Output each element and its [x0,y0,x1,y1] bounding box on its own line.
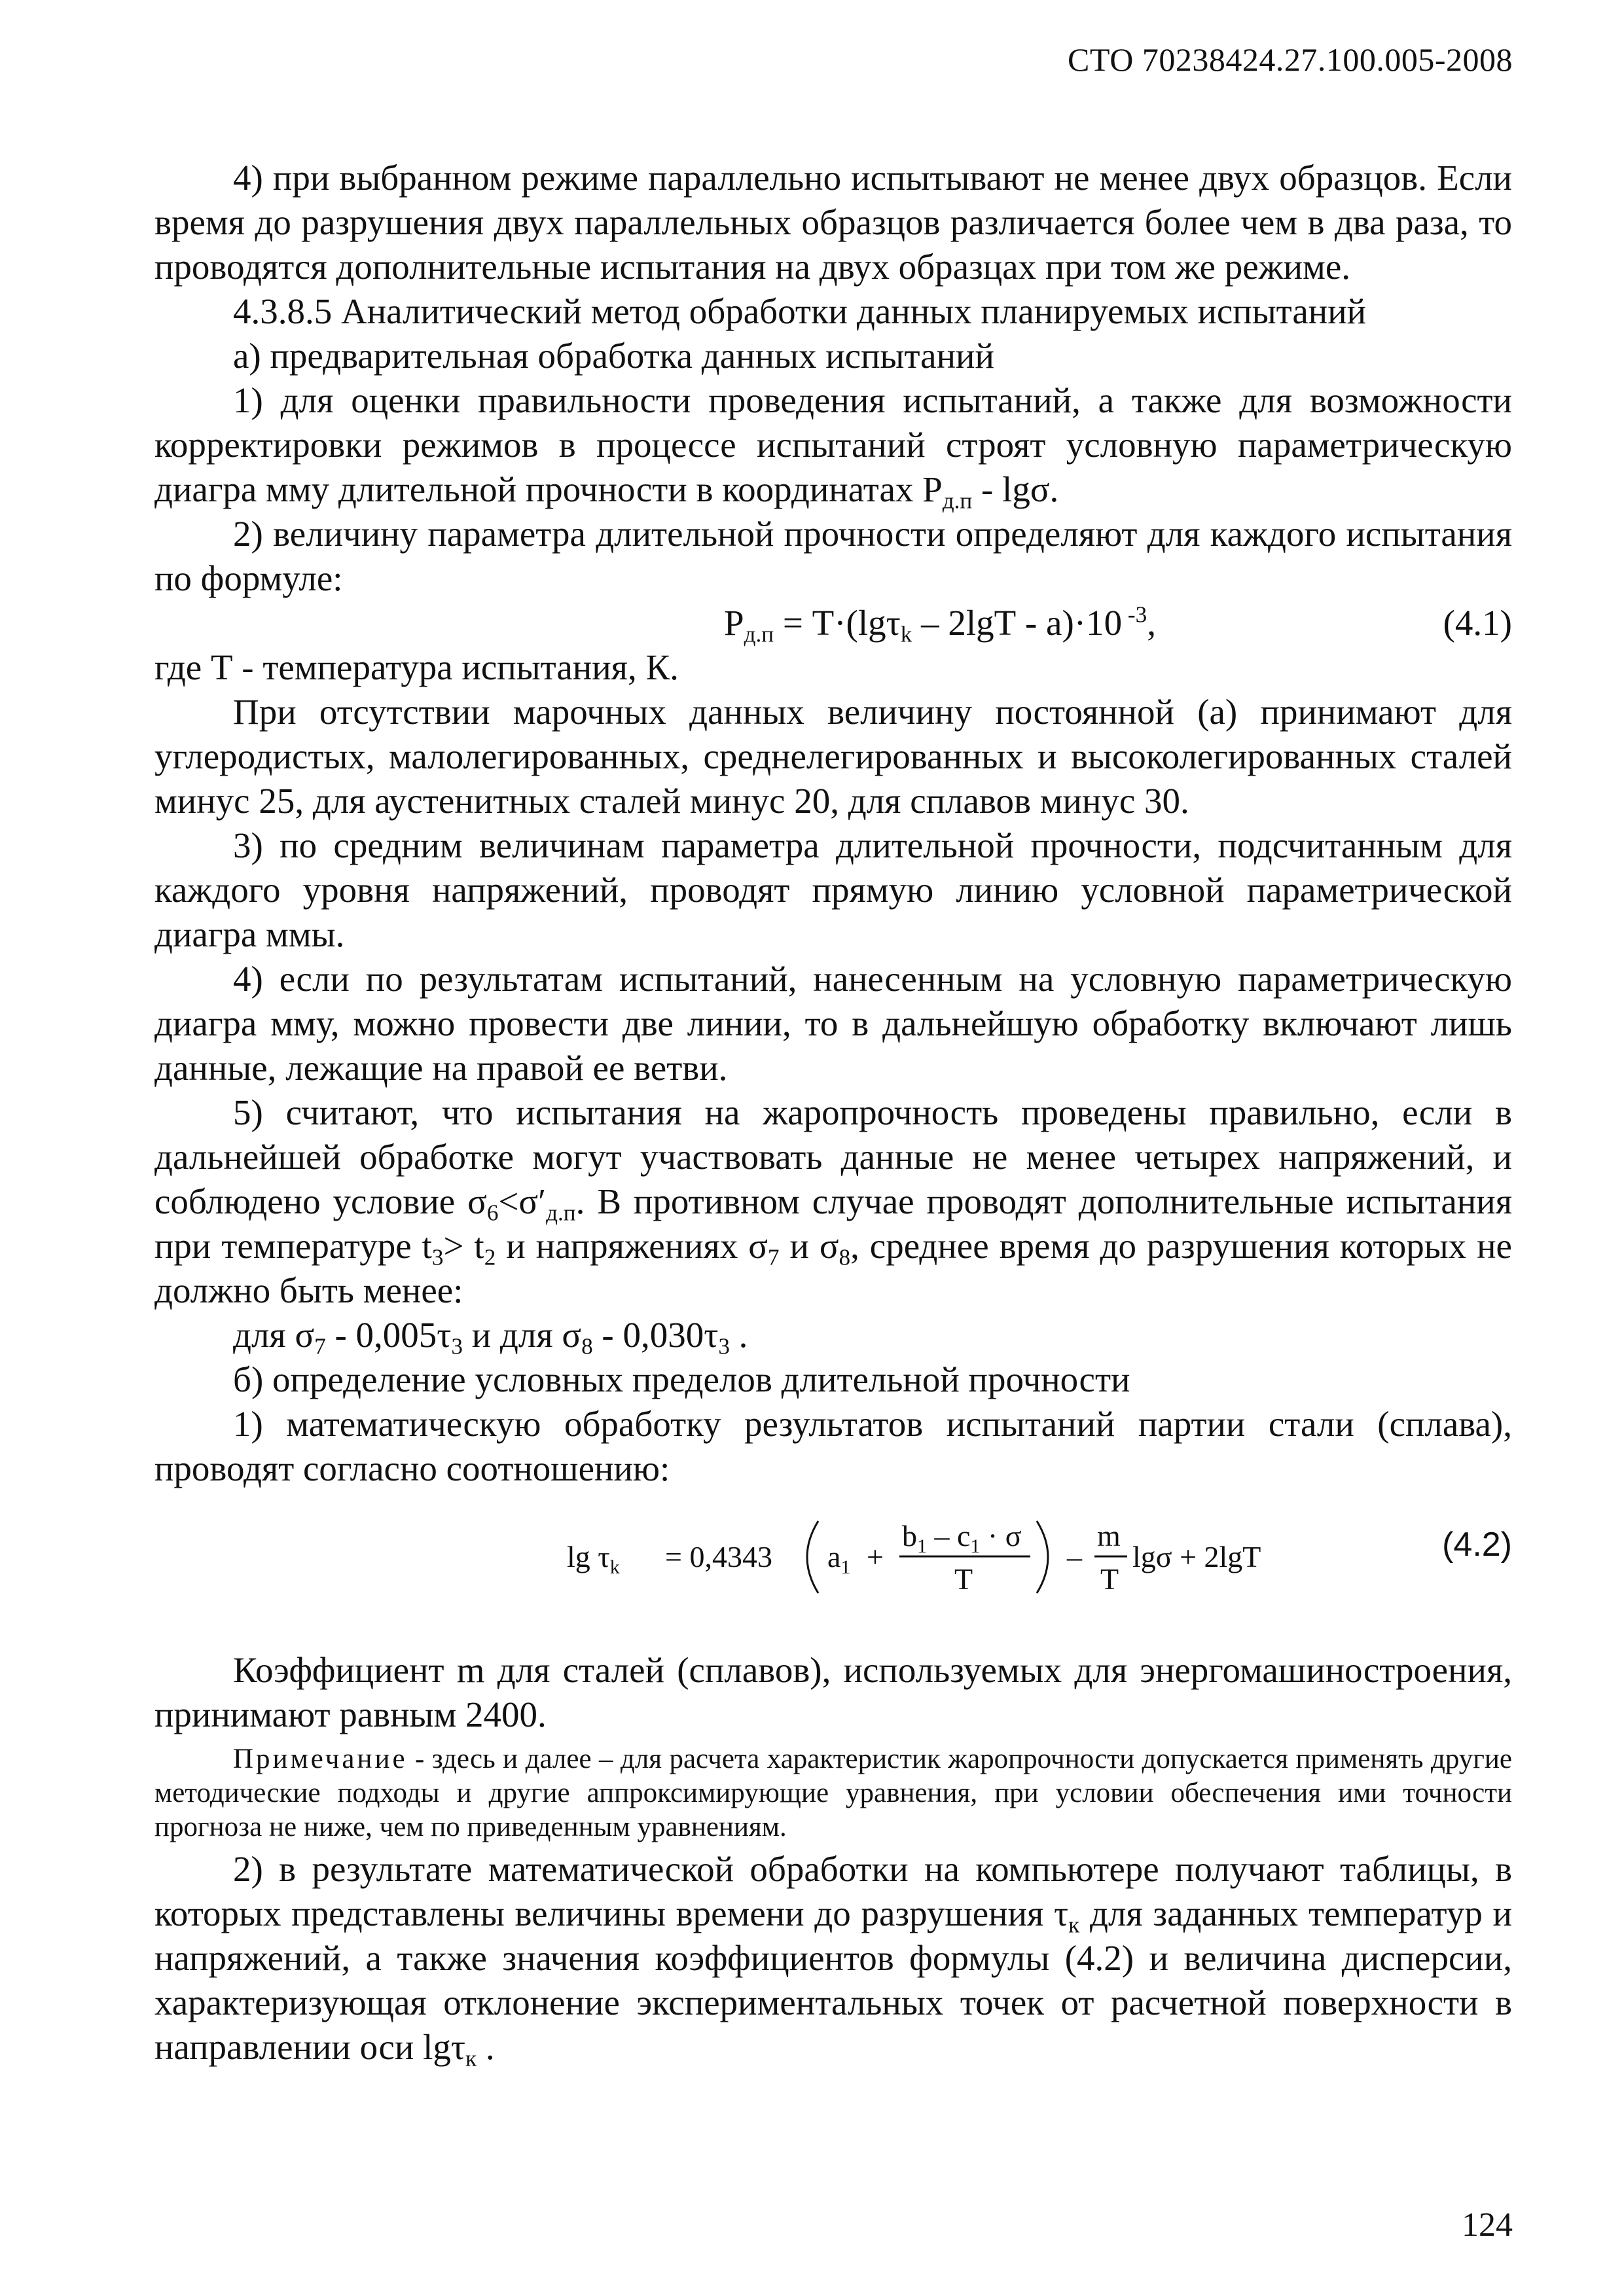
page-number: 124 [1462,2206,1513,2244]
svg-text:b1 – c1 · σ: $b_1 - c_1 \cdot \sigma$ [902,1519,1022,1557]
note: Примечание - здесь и далее – для расчета характеристик жаропрочности допускается применять другие методические подходы и другие аппроксимирующие уравнения, при условии обеспечения ими точности прогноза не ниже, чем по приведенным уравнениям. [154,1744,1512,1842]
paragraph: где Т - температура испытания, К. [154,647,679,687]
svg-text:T: T [954,1562,973,1596]
section-heading: 4.3.8.5 Аналитический метод обработки данных планируемых испытаний [233,291,1367,331]
paragraph: 2) в результате математической обработки на компьютере получают таблицы, в которых представлены величины времени до разрушения $\tau_к$ для заданных температур и напряжений, а также значения коэффициентов формулы (4.2) и величина дисперсии, характеризующая отклонение экспериментальных точек от расчетной поверхности в направлении оси lgτ$_к$ . [154,1849,1512,2072]
note-label: Примечание [233,1744,408,1774]
svg-text:a1: $a_1$ [827,1540,851,1578]
paragraph: 2) величину параметра длительной прочности определяют для каждого испытания по формуле: [154,514,1512,598]
paragraph: 4) если по результатам испытаний, нанесенным на условную параметрическую диагра мму, можно провести две линии, то в дальнейшую обработку включают лишь данные, лежащие на правой ее ветви. [154,959,1512,1088]
paragraph: 5) считают, что испытания на жаропрочность проведены правильно, если в дальнейшей обработке могут участвовать данные не менее четырех напряжений, и соблюдено условие $\sigma_6<\sigma'_{д.п}$. В противном случае проводят дополнительные испытания при температуре $t_3> t_2$ и напряжениях $\sigma_7$ и $\sigma_8$, среднее время до разрушения которых не должно быть менее: [154,1092,1512,1310]
paragraph: для $\sigma_7 - 0,005\tau_3$ и для $\sigma_8 - 0,030\tau_3$ . [233,1315,748,1359]
svg-text:lg τk: $\lg \tau_k$ [567,1540,620,1578]
paragraph: 1) математическую обработку результатов испытаний партии стали (сплава), проводят согласно соотношению: [154,1404,1512,1488]
equation-formula: $Р_{д.п} = Т\cdot(\lg\tau_k - 2\lg Т - а)\cdot 10$ $^{-3}$, [724,601,1156,647]
svg-text:lgσ + 2lgT: lgσ + 2lgT [1132,1540,1261,1573]
equation-4-2 [154,1508,1512,1606]
equation-number: (4.1) [1443,603,1512,643]
standard-code-header: СТО 70238424.27.100.005-2008 [1068,41,1513,78]
close-paren [1037,1521,1048,1593]
equation-number: (4.2) [1442,1526,1512,1564]
equation-formula [567,1508,1339,1606]
svg-text:T: T [1100,1562,1119,1596]
paragraph: 3) по средним величинам параметра длительной прочности, подсчитанным для каждого уровня напряжений, проводят прямую линию условной параметрической диагра ммы. [154,825,1512,954]
paragraph: Коэффициент m для сталей (сплавов), используемых для энергомашиностроения, принимают равным 2400. [154,1650,1512,1734]
subsection-heading: б) определение условных пределов длительной прочности [233,1359,1130,1399]
paragraph: При отсутствии марочных данных величину постоянной (а) принимают для углеродистых, малолегированных, среднелегированных и высоколегированных сталей минус 25, для аустенитных сталей минус 20, для сплавов минус 30. [154,692,1512,821]
svg-text:= 0,4343: = 0,4343 [665,1540,772,1573]
subsection-heading: а) предварительная обработка данных испытаний [233,336,994,376]
equation-4-1 [154,601,1512,645]
paragraph: 1) для оценки правильности проведения испытаний, а также для возможности корректировки режимов в процессе испытаний строят условную параметрическую диагра мму длительной прочности в координатах $Р_{д.п}$ - lgσ. [154,380,1512,514]
paragraph: 4) при выбранном режиме параллельно испытывают не менее двух образцов. Если время до разрушения двух параллельных образцов различается более чем в два раза, то проводятся дополнительные испытания на двух образцах при том же режиме. [154,158,1512,287]
open-paren [807,1521,818,1593]
svg-text:m: m [1097,1519,1121,1552]
svg-text:+: + [867,1540,884,1573]
body-text [154,156,1512,2070]
svg-text:–: – [1067,1540,1082,1573]
